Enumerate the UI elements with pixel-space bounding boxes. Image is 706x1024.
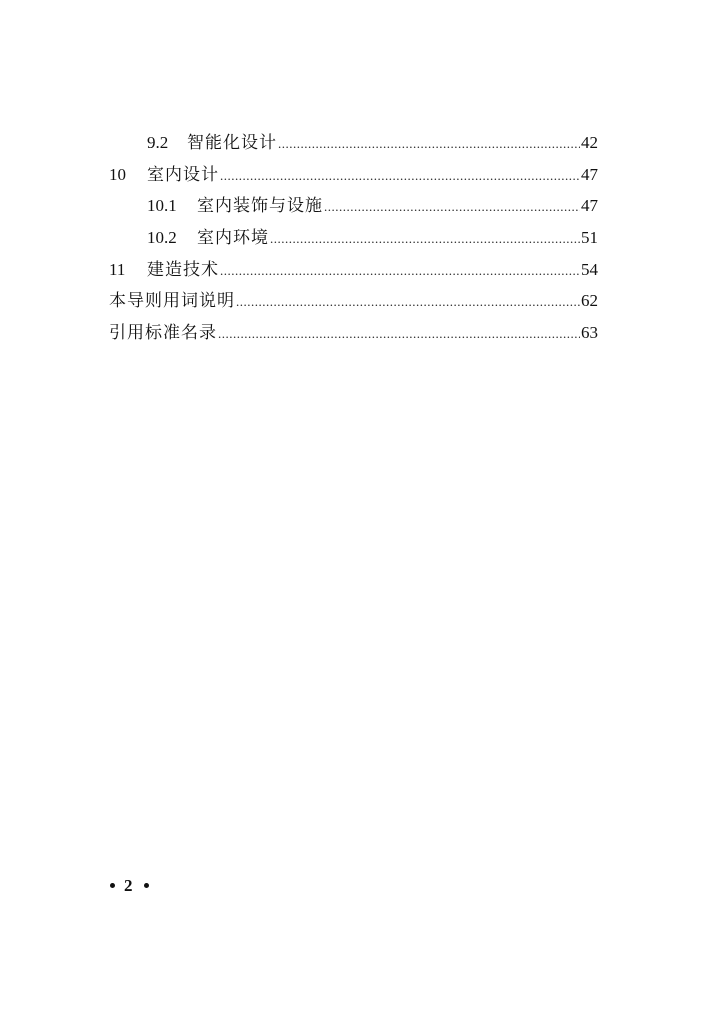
toc-entry-11[interactable]	[109, 256, 598, 288]
toc-entry-title: 引用标准名录	[109, 323, 217, 343]
toc-entry-title: 室内设计	[147, 164, 219, 184]
toc-dot-leader	[218, 320, 580, 348]
page-number: 2	[124, 876, 135, 895]
toc-dot-leader	[324, 193, 580, 221]
toc-entry-page: 54	[581, 259, 598, 279]
toc-dot-leader	[220, 162, 580, 190]
toc-entry-page: 62	[581, 291, 598, 311]
toc-dot-leader	[220, 257, 580, 285]
table-of-contents	[109, 129, 598, 351]
toc-entry-terms-explanation[interactable]	[109, 287, 598, 319]
toc-entry-page: 47	[581, 196, 598, 216]
toc-entry-number: 10.1	[147, 196, 177, 216]
toc-entry-10-1[interactable]	[109, 192, 598, 224]
toc-entry-page: 42	[581, 133, 598, 152]
toc-entry-title: 智能化设计	[187, 133, 277, 152]
toc-entry-title: 建造技术	[147, 259, 219, 279]
toc-entry-title: 室内装饰与设施	[197, 196, 323, 216]
toc-entry-page: 63	[581, 323, 598, 343]
toc-entry-title: 本导则用词说明	[109, 291, 235, 311]
toc-entry-number: 11	[109, 259, 126, 279]
toc-dot-leader	[236, 288, 580, 316]
toc-entry-10[interactable]	[109, 161, 598, 193]
toc-dot-leader	[270, 225, 580, 253]
bullet-dot-icon	[144, 883, 149, 888]
bullet-dot-icon	[110, 883, 115, 888]
toc-entry-10-2[interactable]	[109, 224, 598, 256]
toc-entry-number: 9.2	[147, 133, 169, 152]
toc-entry-page: 47	[581, 164, 598, 184]
toc-entry-title: 室内环境	[197, 228, 269, 248]
page-footer	[110, 876, 149, 896]
toc-entry-cited-standards[interactable]	[109, 319, 598, 351]
toc-dot-leader	[278, 130, 580, 158]
toc-entry-number: 10.2	[147, 228, 177, 248]
toc-entry-number: 10	[109, 164, 126, 184]
toc-entry-9-2[interactable]	[109, 129, 598, 161]
toc-entry-page: 51	[581, 228, 598, 248]
